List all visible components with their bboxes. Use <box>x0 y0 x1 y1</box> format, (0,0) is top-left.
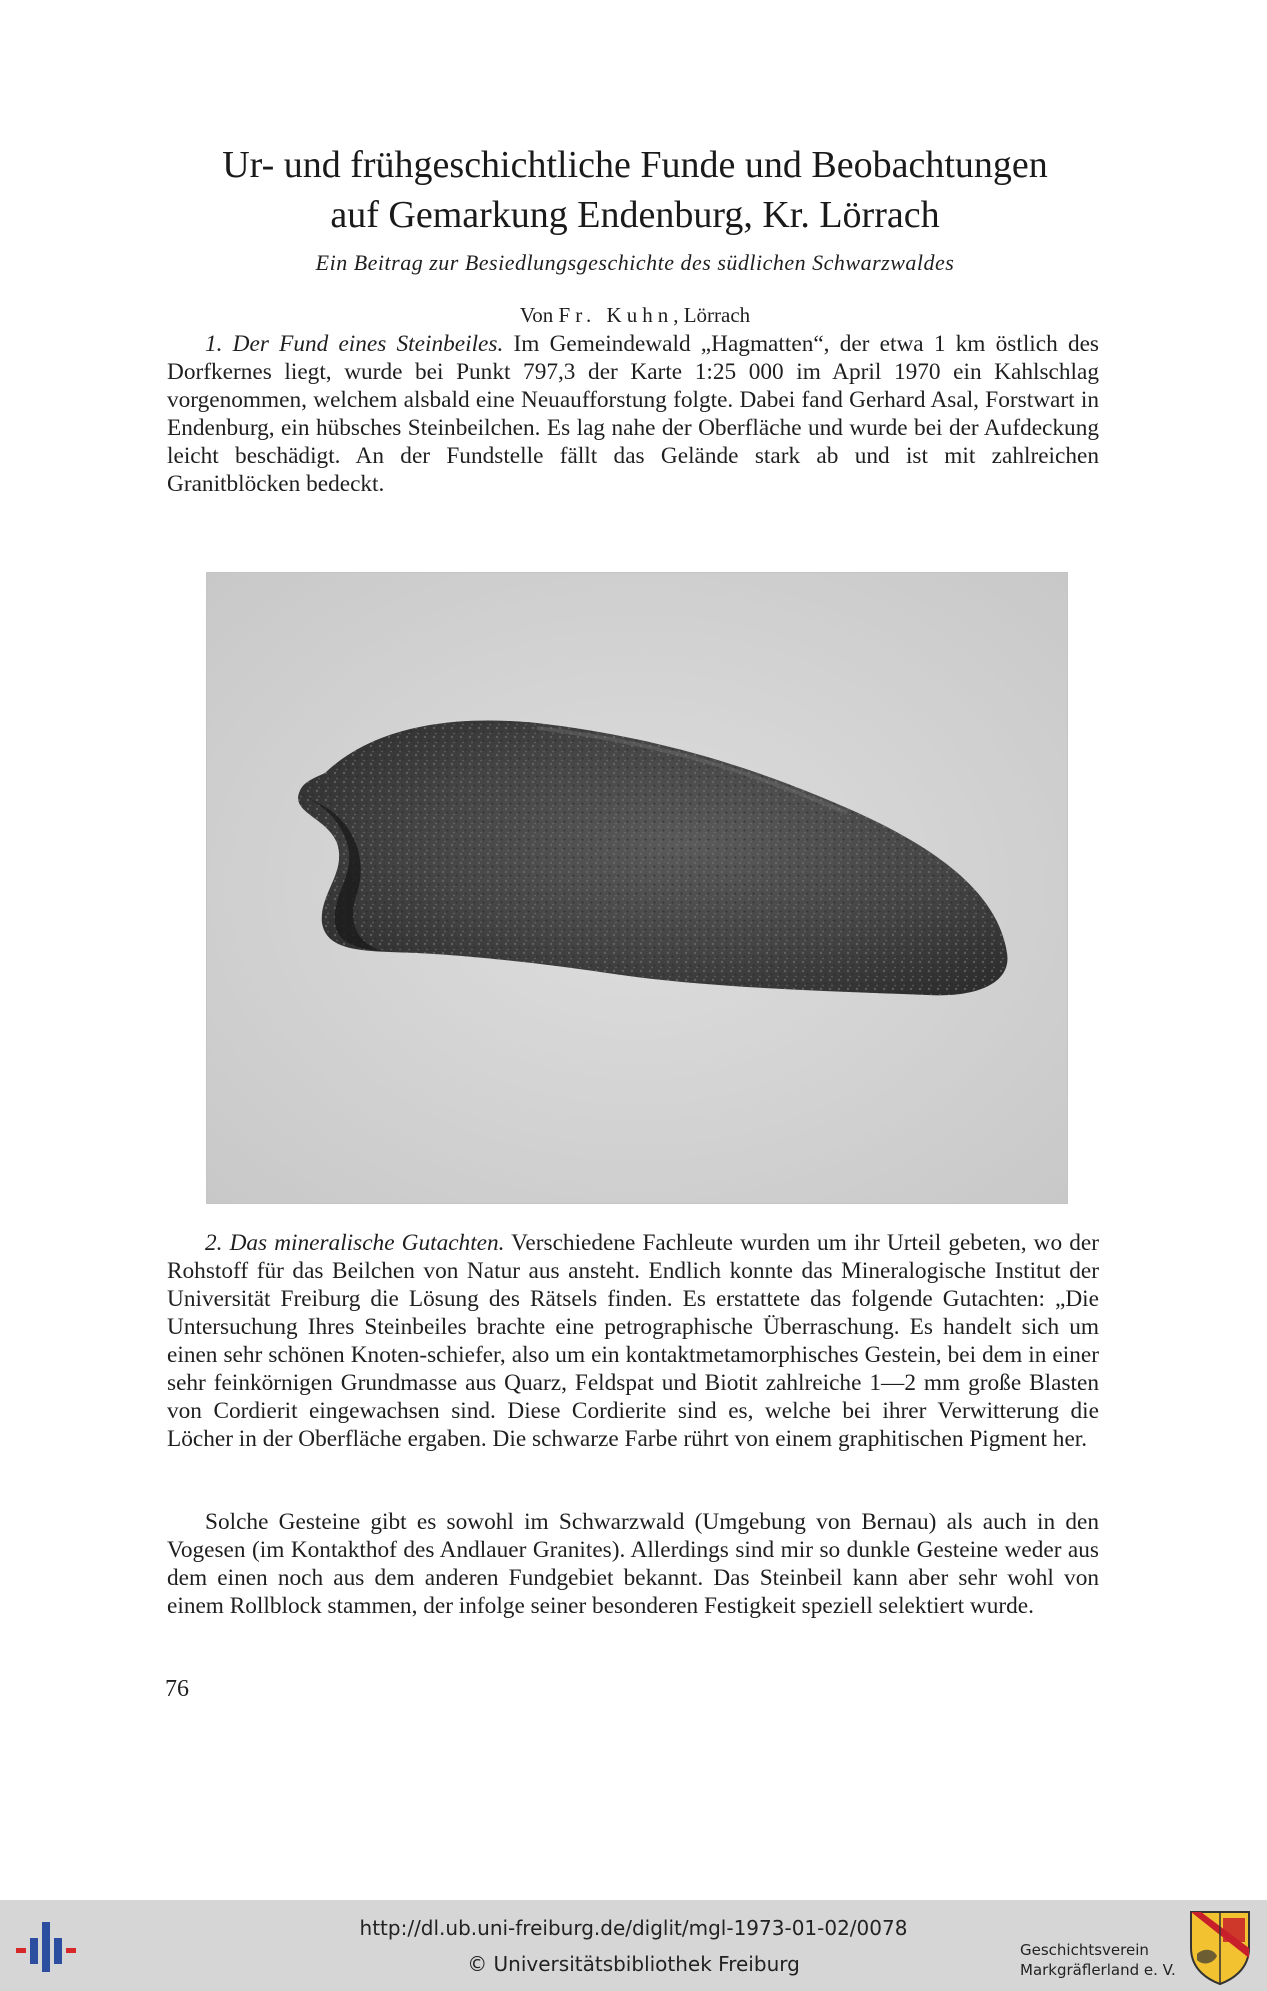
stone-axe-photo <box>206 572 1068 1204</box>
section-1-paragraph <box>167 330 1099 498</box>
section-1-text: Im Gemeindewald „Hagmatten“, der etwa 1 km östlich des Dorfkernes liegt, wurde bei Punkt 797,3 der Karte 1:25 000 im April 1970 ein Kahlschlag vorgenommen, welchem alsbald eine Neuaufforstung folgte. Dabei fand Gerhard Asal, Forstwart in Endenburg, ein hübsches Steinbeilchen. Es lag nahe der Oberfläche und wurde bei der Aufdeckung leicht beschädigt. An der Fundstelle fällt das Gelände stark ab und ist mit zahlreichen Granitblöcken bedeckt. <box>167 331 1099 497</box>
section-2-paragraph <box>167 1229 1099 1453</box>
page-number: 76 <box>165 1676 189 1702</box>
society-crest-icon <box>1187 1908 1253 1986</box>
section-2-heading: 2. Das mineralische Gutachten. <box>205 1230 505 1256</box>
article-subtitle: Ein Beitrag zur Besiedlungsgeschichte des südlichen Schwarzwaldes <box>315 250 955 275</box>
article-title-line-1: Ur- und frühgeschichtliche Funde und Beobachtungen <box>222 144 1048 186</box>
society-name <box>1020 1940 1185 1980</box>
stone-axe-image <box>207 573 1067 1203</box>
society-name-line-1: Geschichtsverein <box>1020 1941 1149 1959</box>
footer-bar <box>0 1900 1267 1991</box>
society-name-line-2: Markgräflerland e. V. <box>1020 1961 1176 1979</box>
section-2-text: Verschiedene Fachleute wurden um ihr Urteil gebeten, wo der Rohstoff für das Beilchen von Natur aus ansteht. Endlich konnte das Mineralogische Institut der Universität Freiburg die Lösung des Rätsels finden. Es erstattete das folgende Gutachten: „Die Untersuchung Ihres Steinbeiles brachte eine petrographische Überraschung. Es handelt sich um einen sehr schönen Knoten-schiefer, also um ein kontaktmetamorphisches Gestein, bei dem in einer sehr feinkörnigen Grundmasse aus Quarz, Feldspat und Biotit zahlreiche 1—2 mm große Blasten von Cordierit eingewachsen sind. Diese Cordierite sind es, welche bei ihrer Verwitterung die Löcher in der Oberfläche ergaben. Die schwarze Farbe rührt von einem graphitischen Pigment her. <box>167 1230 1099 1452</box>
author-prefix: Von <box>519 303 559 327</box>
footer-url-link[interactable]: http://dl.ub.uni-freiburg.de/diglit/mgl-1973-01-02/0078 <box>359 1916 908 1940</box>
section-1-heading: 1. Der Fund eines Steinbeiles. <box>205 331 504 357</box>
author-location: , Lörrach <box>673 303 751 327</box>
author-name: Fr. Kuhn <box>558 303 674 327</box>
article-title-line-2: auf Gemarkung Endenburg, Kr. Lörrach <box>330 194 940 236</box>
footer-copyright: © Universitätsbibliothek Freiburg <box>467 1952 800 1976</box>
author-line <box>140 303 1130 328</box>
paragraph-3: Solche Gesteine gibt es sowohl im Schwarzwald (Umgebung von Bernau) als auch in den Vogesen (im Kontakthof des Andlauer Granites). Allerdings sind mir so dunkle Gesteine weder aus dem einen noch aus dem anderen Fundgebiet bekannt. Das Steinbeil kann aber sehr wohl von einem Rollblock stammen, der infolge seiner besonderen Festigkeit speziell selektiert wurde. <box>167 1509 1099 1619</box>
